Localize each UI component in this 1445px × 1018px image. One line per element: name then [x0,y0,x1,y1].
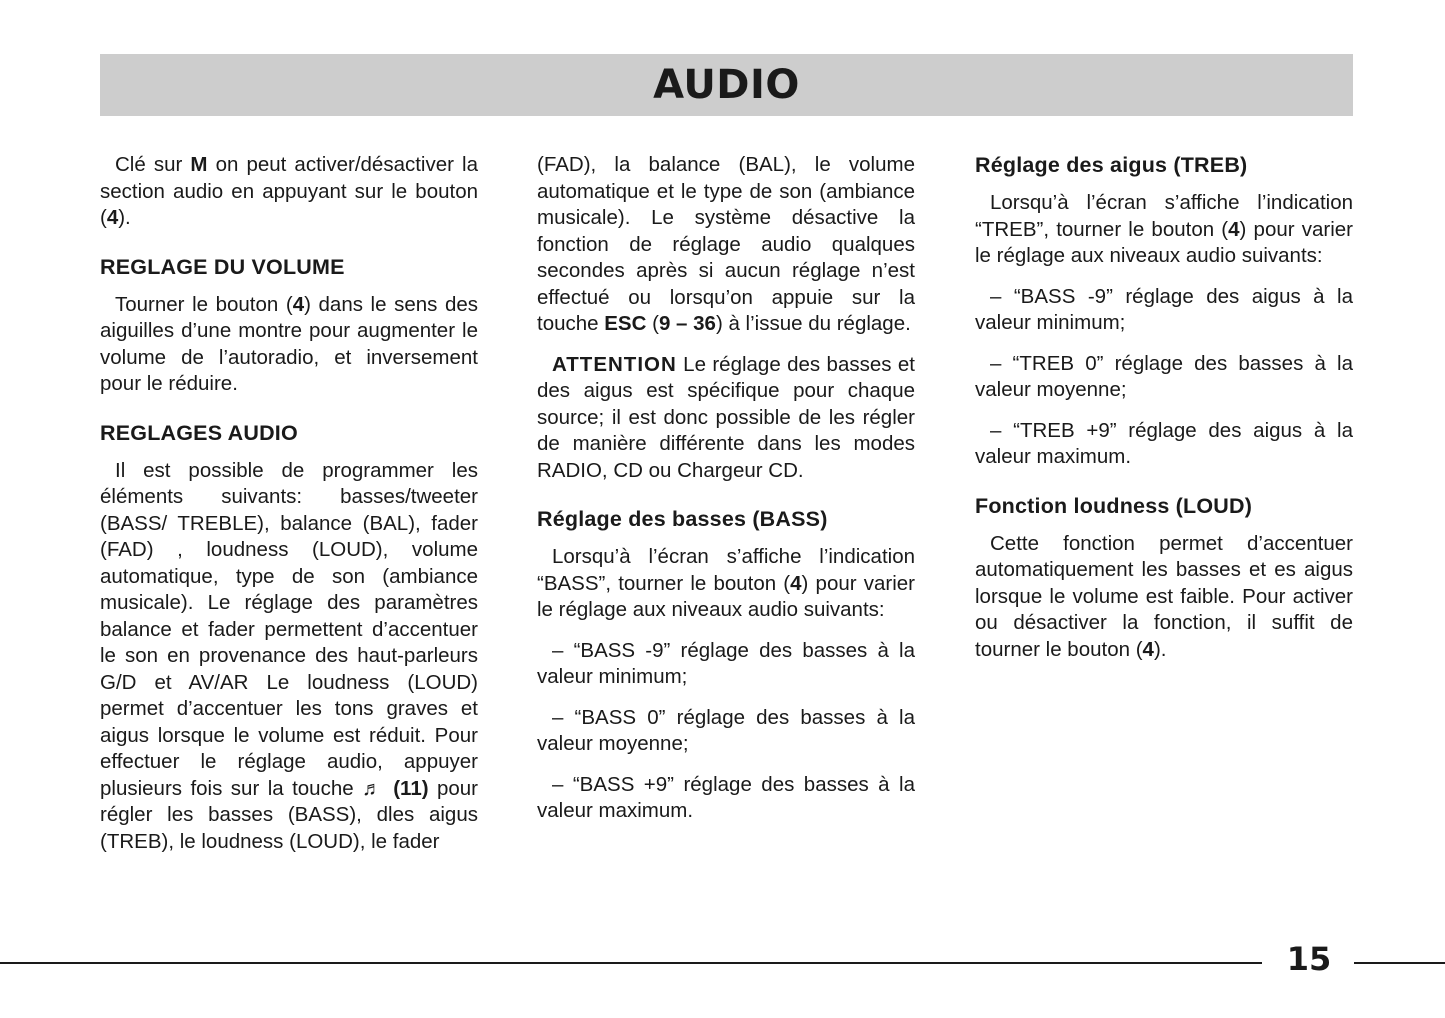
loudness-text-2: ). [1153,637,1167,661]
bass-text-1: Lorsqu’à l’écran s’affiche l’indication “BASS”, tourner le bouton ( [537,545,915,595]
treble-paragraph [975,190,1353,270]
intro-key-m: M [190,153,208,176]
loudness-paragraph [975,531,1353,664]
intro-button-ref: 4 [106,206,119,229]
audio-settings-paragraph [100,458,478,856]
attention-text: Le réglage des basses et des aigus est spécifique pour chaque source; il est donc possible de les régler de manière différente dans les modes RADIO, CD ou Chargeur CD. [537,352,915,482]
intro-text-3: ). [118,206,131,229]
footer-divider-left [0,962,1262,964]
treble-item-min: – “BASS -9” réglage des aigus à la valeur minimum; [975,284,1353,334]
continued-text-3: ) à l’issue du réglage. [715,312,911,335]
treble-button-ref: 4 [1228,217,1240,241]
loudness-button-ref: 4 [1142,637,1154,661]
audio-text-2: pour régler les basses (BASS), dles aigus (TREB), le loudness (LOUD), le fader [100,776,479,853]
bass-paragraph [537,544,915,624]
footer-divider-right [1354,962,1445,964]
volume-paragraph [100,292,478,398]
intro-paragraph [100,152,478,232]
music-note-icon: ♬ [362,777,385,800]
column-2 [537,152,915,839]
column-3 [975,152,1353,677]
loudness-heading: Fonction loudness (LOUD) [975,493,1253,518]
bass-heading: Réglage des basses (BASS) [537,507,828,531]
page-number: 15 [1286,940,1332,978]
bass-button-ref: 4 [790,571,802,595]
bass-text-2: ) pour varier le réglage aux niveaux audio suivants: [537,571,915,621]
audio-settings-heading: REGLAGES AUDIO [100,420,298,445]
bass-item-mid: – “BASS 0” réglage des basses à la valeur moyenne; [537,705,915,755]
esc-key-ref: ESC [604,312,647,335]
intro-text-2: on peut activer/désactiver la section audio en appuyant sur le bouton ( [100,153,478,229]
volume-button-ref: 4 [292,292,305,316]
audio-text-1: Il est possible de programmer les éléments suivants: basses/tweeter (BASS/ TREBLE), balance (BAL), fader (FAD) , loudness (LOUD), volume automatique, type de son (ambiance musicale). Le réglage des paramètres balance et fader permettent d’accentuer le son en provenance des haut-parleurs G/D et AV/AR Le loudness (LOUD) permet d’accentuer les tons graves et aigus lorsque le volume est réduit. Pour effectuer le réglage audio, appuyer plusieurs fois sur la touche [100,458,478,800]
intro-text-1: Clé sur [115,153,191,176]
title-bar [100,54,1353,116]
bass-item-min: – “BASS -9” réglage des basses à la valeur minimum; [537,638,915,688]
treble-item-max: – “TREB +9” réglage des aigus à la valeur maximum. [975,418,1353,468]
attention-label: ATTENTION [552,352,677,376]
attention-paragraph [537,352,915,485]
column-1 [100,152,478,869]
treble-text-1: Lorsqu’à l’écran s’affiche l’indication “TREB”, tourner le bouton ( [975,191,1353,241]
page-title: AUDIO [653,62,800,108]
continued-text-2: ( [646,312,659,335]
bass-item-max: – “BASS +9” réglage des basses à la valeur maximum. [537,772,915,822]
continued-text-1: (FAD), la balance (BAL), le volume automatique et le type de son (ambiance musicale). Le système désactive la fonction de réglage audio qualques secondes après si aucun réglage n’est effectué ou lorsqu’on appuie sur la touche [537,153,915,335]
treble-heading: Réglage des aigus (TREB) [975,153,1248,177]
volume-text-2: ) dans le sens des aiguilles d’une montre pour augmenter le volume de l’autoradio, et inversement pour le réduire. [100,292,479,395]
treble-text-2: ) pour varier le réglage aux niveaux audio suivants: [975,217,1353,267]
esc-figure-ref: 9 – 36 [658,312,716,335]
continued-paragraph [537,152,915,338]
volume-heading: REGLAGE DU VOLUME [100,254,345,279]
loudness-text-1: Cette fonction permet d’accentuer automatiquement les basses et es aigus lorsque le volume est faible. Pour activer ou désactiver la fonction, il suffit de tourner le bouton ( [975,531,1353,661]
volume-text-1: Tourner le bouton ( [115,292,293,316]
treble-item-mid: – “TREB 0” réglage des basses à la valeur moyenne; [975,351,1353,401]
audio-key-ref: (11) [393,776,429,800]
